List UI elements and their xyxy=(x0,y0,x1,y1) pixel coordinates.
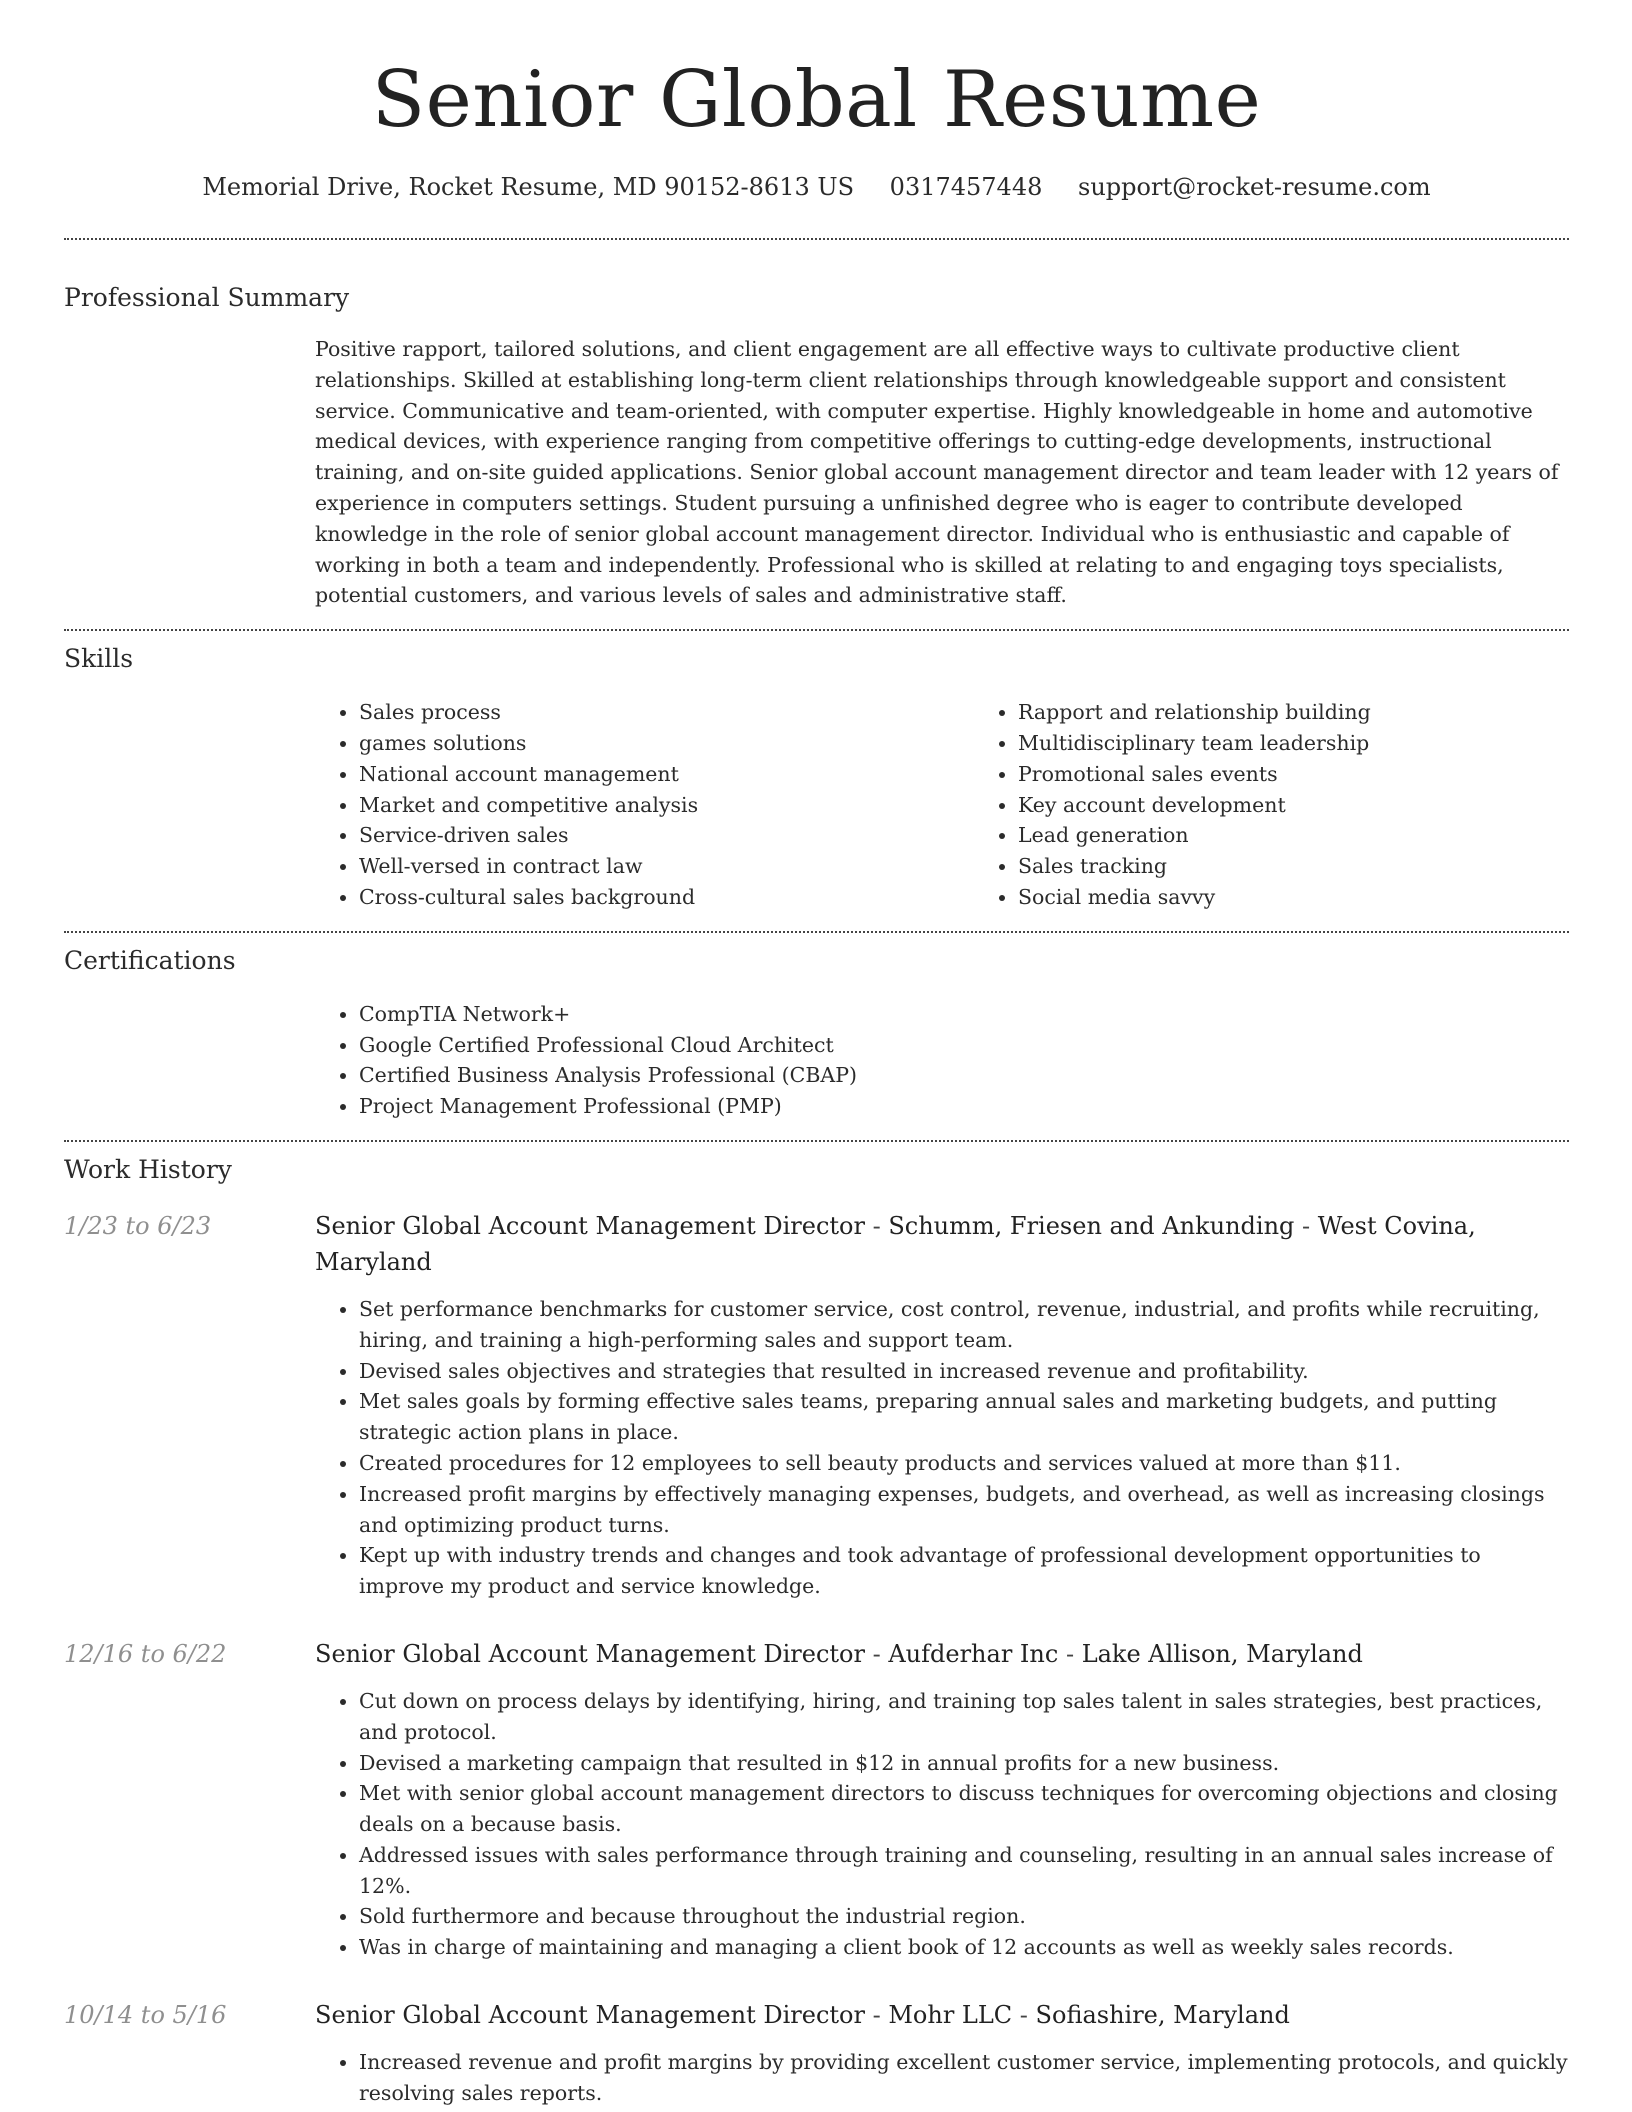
skill-item: • Rapport and relationship building xyxy=(1018,697,1632,728)
certifications-heading: Certifications xyxy=(64,945,236,975)
job-company: Schumm, Friesen and Ankunding xyxy=(888,1211,1295,1240)
job-heading: Senior Global Account Management Director - Aufderhar Inc - Lake Allison, Maryland xyxy=(315,1639,1363,1668)
job-details xyxy=(315,1997,1569,2109)
skill-item: • Cross-cultural sales background xyxy=(359,882,974,913)
job-location: Lake Allison, Maryland xyxy=(1081,1639,1363,1668)
certification-item: • Google Certified Professional Cloud Architect xyxy=(359,1030,1569,1061)
job-entry xyxy=(64,1636,1569,1963)
summary-text: Positive rapport, tailored solutions, and client engagement are all effective ways to cultivate productive client relationships. Skilled at establishing long-term client relationships through knowledgeable support and consistent service. Communicative and team-oriented, with computer expertise. Highly knowledgeable in home and automotive medical devices, with experience ranging from competitive offerings to cutting-edge developments, instructional training, and on-site guided applications. Senior global account management director and team leader with 12 years of experience in computers settings. Student pursuing a unfinished degree who is eager to contribute developed knowledge in the role of senior global account management director. Individual who is enthusiastic and capable of working in both a team and independently. Professional who is skilled at relating to and engaging toys specialists, potential customers, and various levels of sales and administrative staff. xyxy=(315,337,1559,608)
skills-grid xyxy=(315,697,1569,913)
skill-item: • National account management xyxy=(359,759,974,790)
job-dates: 10/14 to 5/16 xyxy=(64,2001,227,2030)
work-history-section xyxy=(64,1154,1569,2109)
job-company: Mohr LLC xyxy=(888,2001,1013,2030)
skills-list-right xyxy=(974,697,1632,913)
skill-item: • Sales process xyxy=(359,697,974,728)
skill-item: • Key account development xyxy=(1018,790,1632,821)
job-bullets xyxy=(315,1686,1569,1963)
skill-item: • Lead generation xyxy=(1018,820,1632,851)
skill-item: • Service-driven sales xyxy=(359,820,974,851)
job-bullet: • Sold furthermore and because throughout the industrial region. xyxy=(359,1901,1569,1932)
skill-item: • Well-versed in contract law xyxy=(359,851,974,882)
skill-item: • Multidisciplinary team leadership xyxy=(1018,728,1632,759)
contact-line xyxy=(64,172,1569,202)
skill-item: • Market and competitive analysis xyxy=(359,790,974,821)
job-bullet: • Devised sales objectives and strategies that resulted in increased revenue and profitability. xyxy=(359,1356,1569,1387)
job-heading: Senior Global Account Management Director - Schumm, Friesen and Ankunding - West Covina, Maryland xyxy=(315,1211,1476,1276)
job-bullets xyxy=(315,2047,1569,2109)
skill-item: • Social media savvy xyxy=(1018,882,1632,913)
job-heading: Senior Global Account Management Director - Mohr LLC - Sofiashire, Maryland xyxy=(315,2001,1290,2030)
job-bullet: • Met sales goals by forming effective sales teams, preparing annual sales and marketing budgets, and putting strategic action plans in place. xyxy=(359,1386,1569,1448)
contact-address: Memorial Drive, Rocket Resume, MD 90152-8613 US xyxy=(202,173,855,201)
job-bullet: • Increased profit margins by effectively managing expenses, budgets, and overhead, as well as increasing closings and optimizing product turns. xyxy=(359,1479,1569,1541)
job-role: Senior Global Account Management Director xyxy=(315,1211,865,1240)
job-location: Sofiashire, Maryland xyxy=(1035,2001,1290,2030)
job-entry xyxy=(64,1208,1569,1602)
job-bullet: • Addressed issues with sales performance through training and counseling, resulting in an annual sales increase of 12%. xyxy=(359,1840,1569,1902)
section-divider xyxy=(64,238,1569,240)
skill-item: • Sales tracking xyxy=(1018,851,1632,882)
certification-item: • CompTIA Network+ xyxy=(359,999,1569,1030)
job-bullet: • Set performance benchmarks for customer service, cost control, revenue, industrial, and profits while recruiting, hiring, and training a high-performing sales and support team. xyxy=(359,1294,1569,1356)
job-bullets xyxy=(315,1294,1569,1602)
skills-heading: Skills xyxy=(64,644,134,674)
certifications-section xyxy=(64,945,1569,1122)
job-bullet: • Created procedures for 12 employees to sell beauty products and services valued at more than $11. xyxy=(359,1448,1569,1479)
certification-item: • Certified Business Analysis Professional (CBAP) xyxy=(359,1060,1569,1091)
job-bullet: • Met with senior global account management directors to discuss techniques for overcoming objections and closing deals on a because basis. xyxy=(359,1778,1569,1840)
section-divider xyxy=(64,629,1569,631)
job-dates: 1/23 to 6/23 xyxy=(64,1211,212,1240)
job-details xyxy=(315,1208,1569,1602)
skill-item: • games solutions xyxy=(359,728,974,759)
summary-heading: Professional Summary xyxy=(64,283,350,312)
skills-list-left xyxy=(315,697,974,913)
job-bullet: • Kept up with industry trends and changes and took advantage of professional development opportunities to improve my product and service knowledge. xyxy=(359,1540,1569,1602)
resume-name: Senior Global Resume xyxy=(371,55,1262,145)
resume-page xyxy=(64,0,1569,2109)
job-role: Senior Global Account Management Director xyxy=(315,2001,865,2030)
job-location: West Covina, Maryland xyxy=(315,1211,1476,1276)
job-role: Senior Global Account Management Director xyxy=(315,1639,865,1668)
job-bullet: • Cut down on process delays by identifying, hiring, and training top sales talent in sales strategies, best practices, and protocol. xyxy=(359,1686,1569,1748)
work-history-heading: Work History xyxy=(64,1154,232,1184)
skill-item: • Promotional sales events xyxy=(1018,759,1632,790)
certification-item: • Project Management Professional (PMP) xyxy=(359,1091,1569,1122)
certifications-list xyxy=(315,999,1569,1122)
job-bullet: • Devised a marketing campaign that resulted in $12 in annual profits for a new business. xyxy=(359,1748,1569,1779)
skills-section xyxy=(64,643,1569,913)
summary-section xyxy=(64,282,1569,611)
section-divider xyxy=(64,931,1569,933)
section-divider xyxy=(64,1140,1569,1142)
job-company: Aufderhar Inc xyxy=(888,1639,1059,1668)
certifications-body xyxy=(315,999,1569,1122)
job-details xyxy=(315,1636,1569,1963)
job-dates: 12/16 to 6/22 xyxy=(64,1639,227,1668)
contact-email[interactable]: support@rocket-resume.com xyxy=(1078,173,1431,201)
job-bullet: • Was in charge of maintaining and managing a client book of 12 accounts as well as weekly sales records. xyxy=(359,1932,1569,1963)
job-entry xyxy=(64,1997,1569,2109)
job-bullet: • Increased revenue and profit margins by providing excellent customer service, implementing protocols, and quickly resolving sales reports. xyxy=(359,2047,1569,2109)
contact-phone: 0317457448 xyxy=(889,173,1043,201)
